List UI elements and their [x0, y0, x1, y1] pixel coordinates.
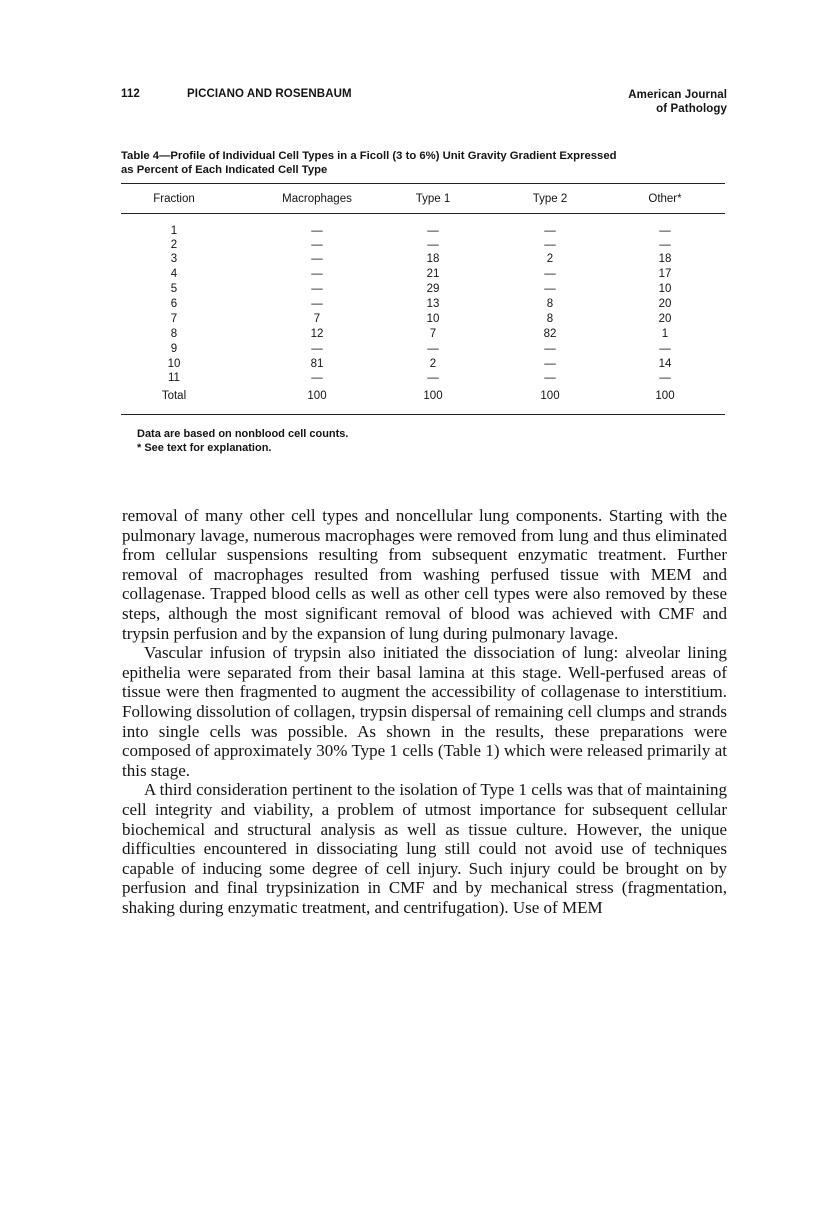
table-cell: — — [544, 268, 556, 280]
table-cell: 20 — [658, 298, 672, 310]
table-cell: 14 — [658, 358, 672, 370]
table-cell: 13 — [426, 298, 440, 310]
table-cell: — — [544, 358, 556, 370]
table-cell: — — [544, 225, 556, 237]
table-cell: 82 — [543, 328, 557, 340]
table-cell: — — [311, 253, 323, 265]
table-cell: — — [659, 343, 671, 355]
table-cell: — — [311, 225, 323, 237]
table-row-label: 5 — [170, 283, 178, 295]
table-cell: 20 — [658, 313, 672, 325]
table-cell: — — [311, 283, 323, 295]
column-header-type2: Type 2 — [532, 193, 568, 205]
table-cell: 100 — [423, 390, 443, 402]
journal-name-line2: of Pathology — [656, 103, 727, 115]
table-cell: 100 — [540, 390, 560, 402]
table-cell: — — [427, 225, 439, 237]
table-row-label: 10 — [167, 358, 181, 370]
table-bottom-rule — [121, 414, 725, 415]
table-cell: — — [659, 239, 671, 251]
table-cell: — — [544, 283, 556, 295]
column-header-other: Other* — [648, 193, 682, 205]
table-cell: — — [427, 239, 439, 251]
table-cell: 100 — [307, 390, 327, 402]
paragraph: A third consideration pertinent to the isolation of Type 1 cells was that of maintaining cell integrity and viability, a problem of utmost importance for subsequent cellular biochemical and structural analysis as well as tissue culture. However, the unique difficulties encountered in dissociating lung still could not avoid use of techniques capable of inducing some degree of cell injury. Such injury could be brought on by perfusion and final trypsinization in CMF and by mechanical stress (fragmentation, shaking during enzymatic treatment, and centrifugation). Use of MEM — [122, 780, 727, 917]
table-row-label: 2 — [170, 239, 178, 251]
table-cell: — — [427, 343, 439, 355]
table-row-label: 9 — [170, 343, 178, 355]
table-row-label: 1 — [170, 225, 178, 237]
table-top-rule — [121, 183, 725, 184]
table-cell: — — [544, 239, 556, 251]
table-cell: — — [311, 343, 323, 355]
table-cell: — — [311, 298, 323, 310]
column-header-fraction: Fraction — [153, 193, 195, 205]
table-cell: 17 — [658, 268, 672, 280]
table-cell: — — [311, 239, 323, 251]
table-row-label: 11 — [168, 372, 180, 384]
table-cell: — — [659, 225, 671, 237]
table-caption-line2: as Percent of Each Indicated Cell Type — [121, 164, 328, 176]
table-cell: — — [311, 268, 323, 280]
table-footnote: Data are based on nonblood cell counts. — [137, 428, 349, 440]
table-footnote-asterisk: * See text for explanation. — [137, 442, 272, 454]
paragraph: Vascular infusion of trypsin also initiated the dissociation of lung: alveolar lining epithelia were separated from their basal lamina at this stage. Well-perfused areas of tissue were then fragmented to augment the accessibility of collagenase to interstitium. Following dissolution of collagen, trypsin dispersal of remaining cell clumps and strands into single cells was possible. As shown in the results, these preparations were composed of approximately 30% Type 1 cells (Table 1) which were released primarily at this stage. — [122, 643, 727, 780]
table-cell: 81 — [310, 358, 324, 370]
table-cell: 21 — [426, 268, 440, 280]
journal-name — [628, 88, 727, 116]
table-cell: — — [544, 343, 556, 355]
table-row-label: 8 — [170, 328, 178, 340]
table-cell: 8 — [546, 313, 554, 325]
table-cell: 7 — [429, 328, 437, 340]
running-head-authors: PICCIANO AND ROSENBAUM — [187, 88, 352, 100]
table-cell: 100 — [655, 390, 675, 402]
table-row-label: 6 — [170, 298, 178, 310]
page-number: 112 — [121, 88, 140, 100]
table-cell: 8 — [546, 298, 554, 310]
table-cell: 2 — [429, 358, 437, 370]
table-cell: 10 — [426, 313, 440, 325]
table-cell: 12 — [310, 328, 324, 340]
table-cell: 18 — [658, 253, 672, 265]
table-cell: — — [427, 372, 439, 384]
table-header-rule — [121, 213, 725, 214]
table-cell: 2 — [546, 253, 554, 265]
table-cell: — — [544, 372, 556, 384]
table-cell: — — [311, 372, 323, 384]
table-cell: — — [659, 372, 671, 384]
table-cell: 29 — [426, 283, 440, 295]
table-row-label: 7 — [170, 313, 178, 325]
column-header-macrophages: Macrophages — [282, 193, 352, 205]
table-caption-line1: Table 4—Profile of Individual Cell Types in a Ficoll (3 to 6%) Unit Gravity Gradient Expressed — [121, 150, 617, 162]
table-row-label: Total — [161, 390, 187, 402]
column-header-type1: Type 1 — [415, 193, 451, 205]
table-cell: 18 — [426, 253, 440, 265]
journal-name-line1: American Journal — [628, 89, 727, 101]
paragraph: removal of many other cell types and noncellular lung components. Starting with the pulmonary lavage, numerous macrophages were removed from lung and thus eliminated from cellular suspensions resulting from subsequent enzymatic treatment. Further removal of macrophages resulted from washing perfused tissue with MEM and collagenase. Trapped blood cells as well as other cell types were also removed by these steps, although the most significant removal of blood was achieved with CMF and trypsin perfusion and by the expansion of lung during pulmonary lavage. — [122, 506, 727, 643]
table-cell: 10 — [658, 283, 672, 295]
table-row-label: 3 — [170, 253, 178, 265]
table-cell: 7 — [313, 313, 321, 325]
table-cell: 1 — [661, 328, 669, 340]
body-text — [122, 506, 727, 917]
table-row-label: 4 — [170, 268, 178, 280]
table-caption — [121, 149, 733, 177]
